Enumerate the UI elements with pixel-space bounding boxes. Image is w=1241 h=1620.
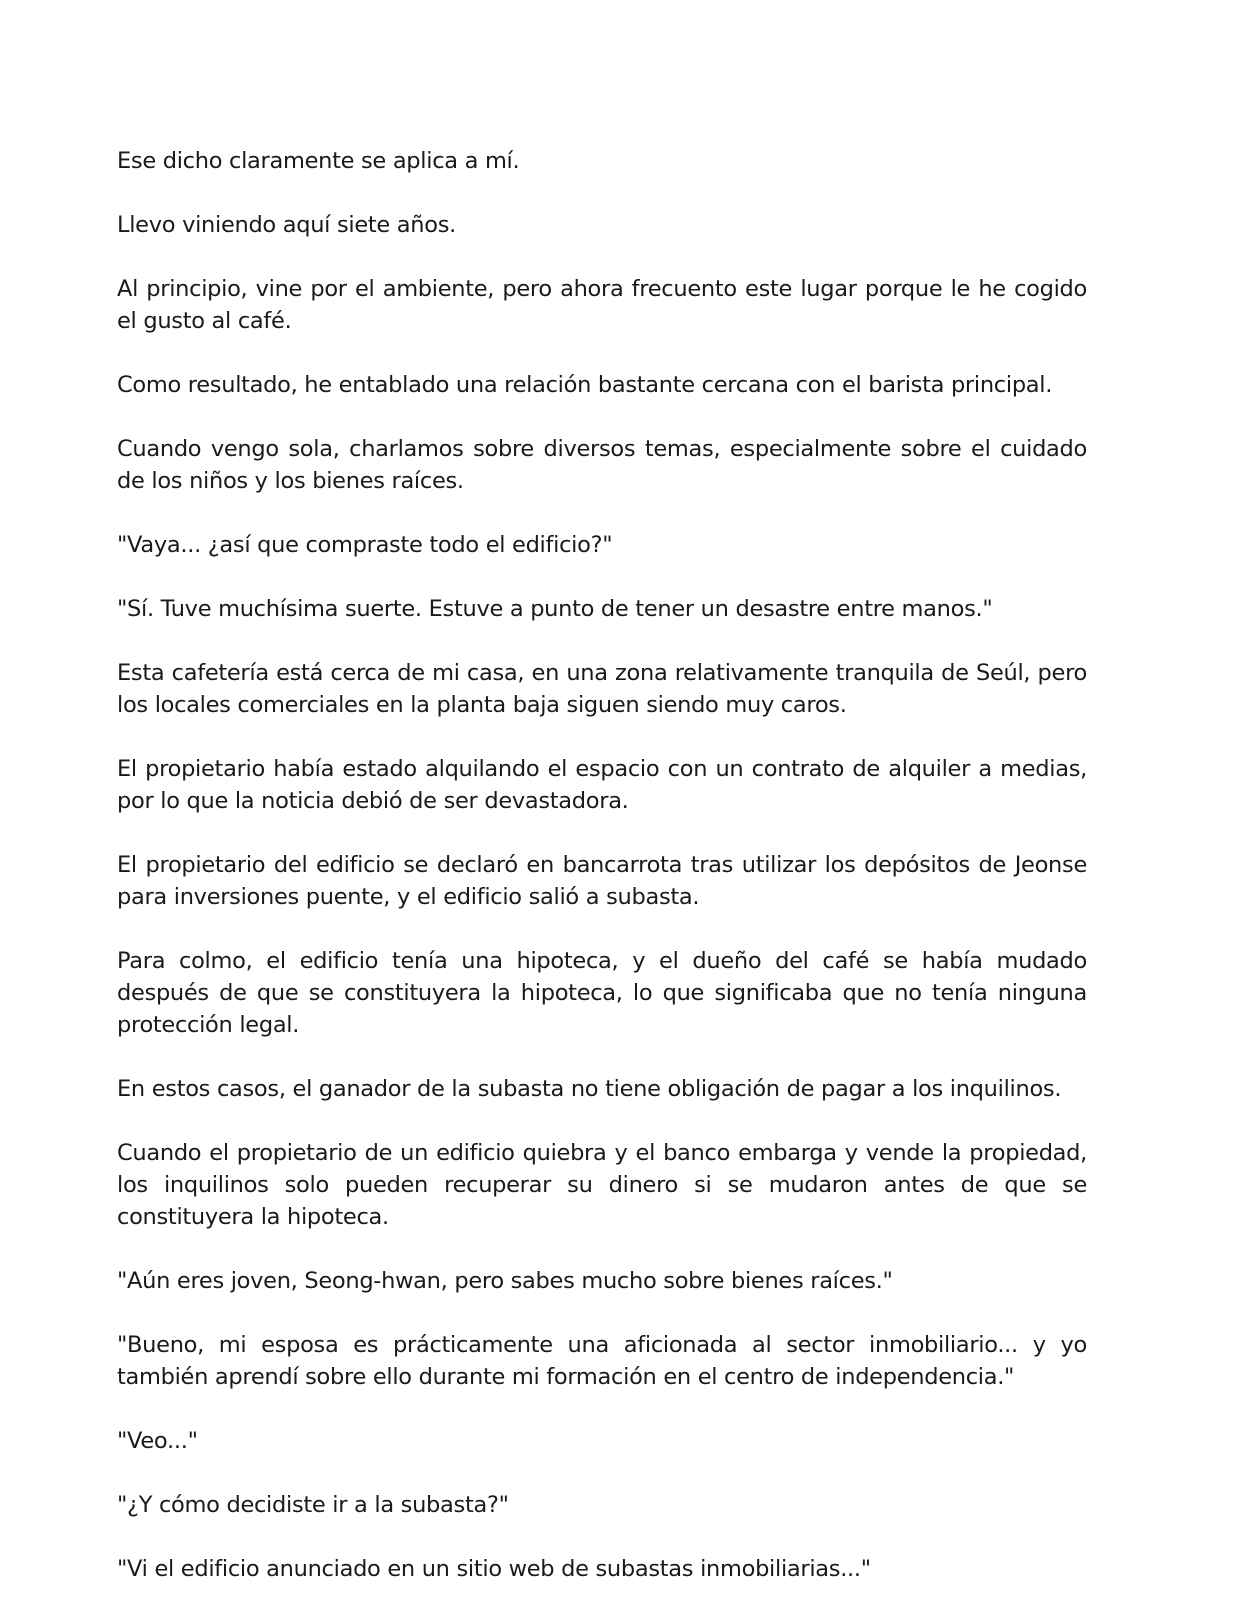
paragraph: Ese dicho claramente se aplica a mí. — [117, 148, 520, 174]
paragraph: Al principio, vine por el ambiente, pero ahora frecuento este lugar porque le he cogido el gusto al café. — [117, 276, 1087, 334]
paragraph: Cuando vengo sola, charlamos sobre diversos temas, especialmente sobre el cuidado de los niños y los bienes raíces. — [117, 436, 1087, 494]
paragraph: "Aún eres joven, Seong-hwan, pero sabes mucho sobre bienes raíces." — [117, 1268, 893, 1294]
paragraph: "¿Y cómo decidiste ir a la subasta?" — [117, 1492, 509, 1518]
paragraph: Para colmo, el edificio tenía una hipoteca, y el dueño del café se había mudado después de que se constituyera la hipoteca, lo que significaba que no tenía ninguna protección legal. — [117, 948, 1087, 1038]
paragraph: "Bueno, mi esposa es prácticamente una aficionada al sector inmobiliario... y yo también aprendí sobre ello durante mi formación en el centro de independencia." — [117, 1332, 1087, 1390]
paragraph: "Vi el edificio anunciado en un sitio web de subastas inmobiliarias..." — [117, 1556, 871, 1582]
document-body — [117, 145, 1087, 1617]
paragraph: Cuando el propietario de un edificio quiebra y el banco embarga y vende la propiedad, los inquilinos solo pueden recuperar su dinero si se mudaron antes de que se constituyera la hipoteca. — [117, 1140, 1087, 1230]
paragraph: "Sí. Tuve muchísima suerte. Estuve a punto de tener un desastre entre manos." — [117, 596, 993, 622]
paragraph: El propietario había estado alquilando el espacio con un contrato de alquiler a medias, por lo que la noticia debió de ser devastadora. — [117, 756, 1087, 814]
paragraph: Llevo viniendo aquí siete años. — [117, 212, 456, 238]
paragraph: El propietario del edificio se declaró en bancarrota tras utilizar los depósitos de Jeonse para inversiones puente, y el edificio salió a subasta. — [117, 852, 1087, 910]
paragraph: Esta cafetería está cerca de mi casa, en una zona relativamente tranquila de Seúl, pero los locales comerciales en la planta baja siguen siendo muy caros. — [117, 660, 1087, 718]
paragraph: En estos casos, el ganador de la subasta no tiene obligación de pagar a los inquilinos. — [117, 1076, 1062, 1102]
paragraph: Como resultado, he entablado una relación bastante cercana con el barista principal. — [117, 372, 1053, 398]
paragraph: "Veo..." — [117, 1428, 198, 1454]
paragraph: "Vaya... ¿así que compraste todo el edificio?" — [117, 532, 613, 558]
